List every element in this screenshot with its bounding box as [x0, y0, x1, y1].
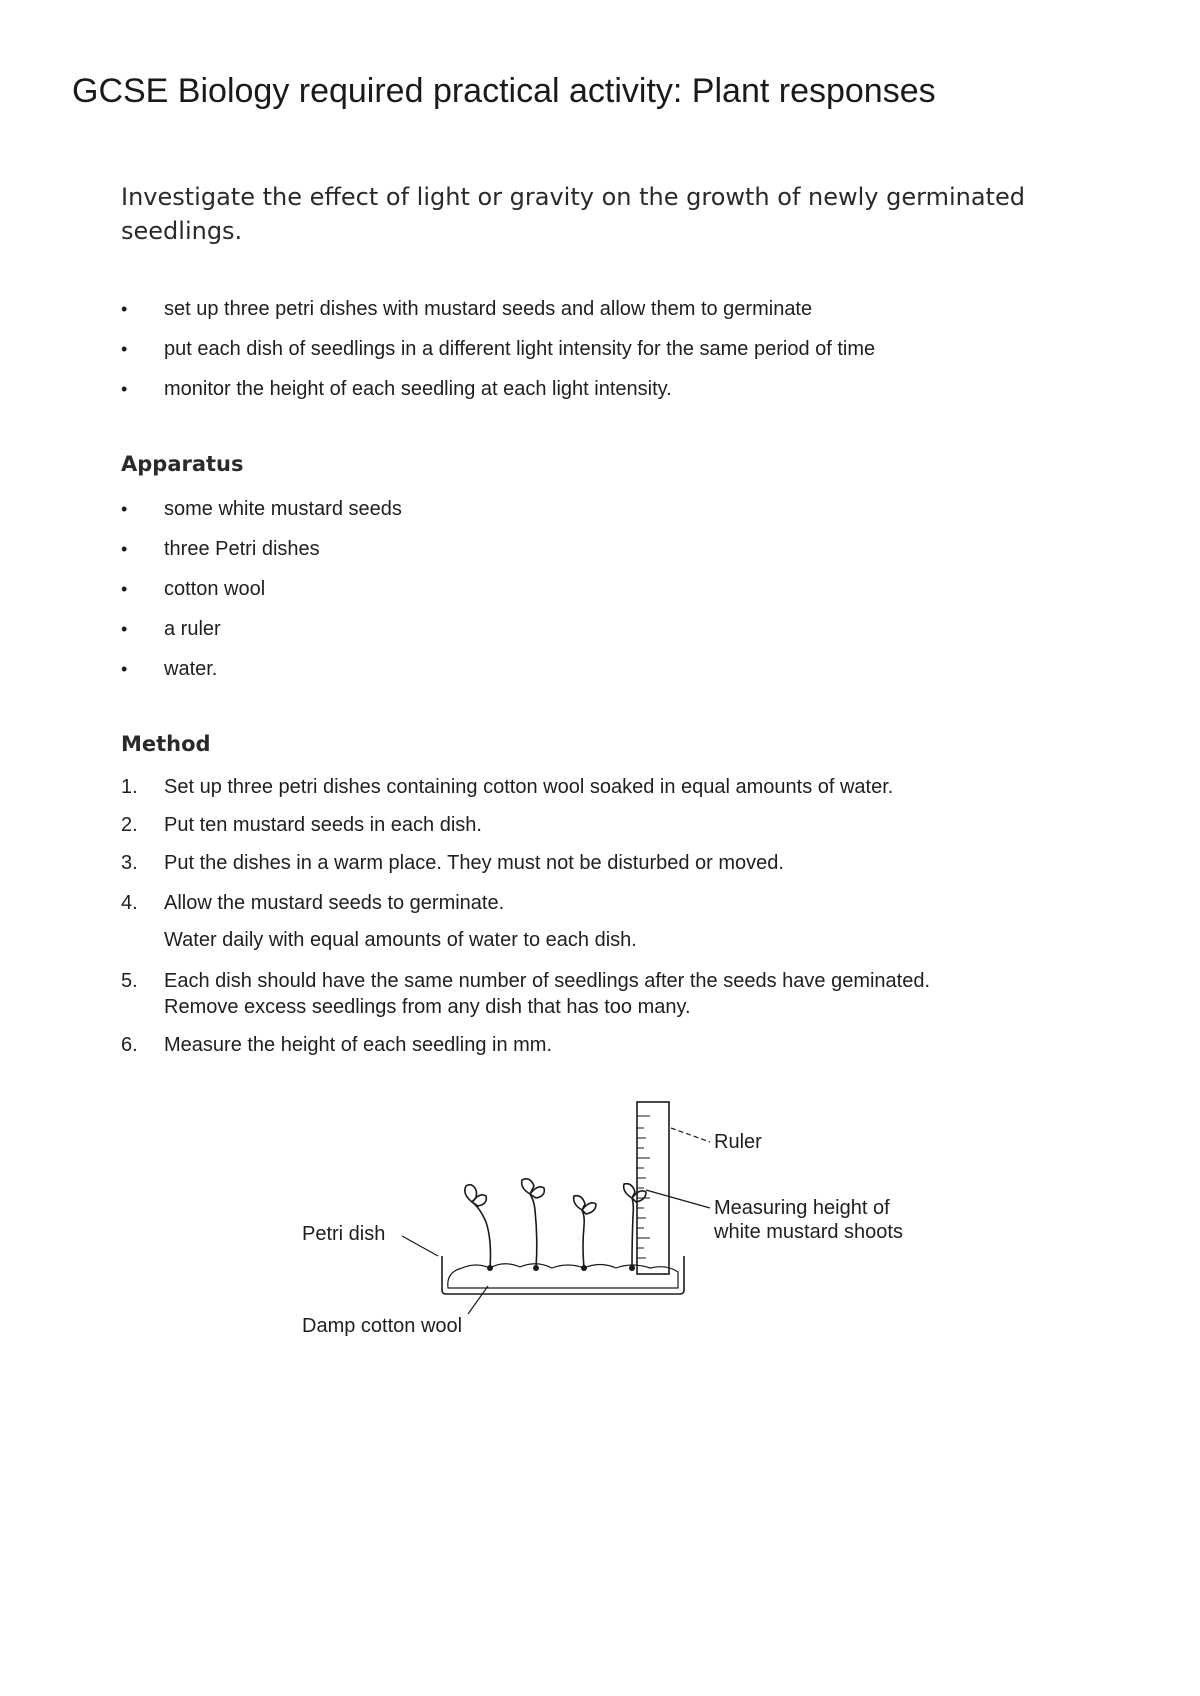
method-steps: [121, 774, 930, 1062]
seed-dot: [533, 1265, 539, 1271]
overview-list: [121, 296, 875, 416]
seedling-diagram: [290, 1090, 970, 1360]
step-text: Put the dishes in a warm place. They must not be disturbed or moved.: [164, 852, 784, 874]
step-number: 2.: [121, 814, 138, 836]
seedling-stem: [582, 1210, 584, 1268]
list-item: [121, 496, 402, 536]
list-item: [121, 336, 875, 376]
list-item-text: cotton wool: [164, 578, 266, 600]
method-step: [121, 968, 930, 1032]
list-item: [121, 536, 402, 576]
list-item: [121, 576, 402, 616]
cotton-wool-shape: [448, 1264, 678, 1288]
list-item-text: water.: [164, 658, 218, 680]
list-item-text: monitor the height of each seedling at each light intensity.: [164, 378, 672, 400]
bullet-icon: •: [121, 539, 128, 559]
step-number: 4.: [121, 892, 138, 914]
method-heading: Method: [121, 732, 211, 756]
cotton-wool-label: Damp cotton wool: [302, 1315, 463, 1337]
seedling-leaf: [472, 1195, 486, 1206]
step-text: Measure the height of each seedling in mm.: [164, 1034, 552, 1056]
seed-dot: [581, 1265, 587, 1271]
step-text: Water daily with equal amounts of water to each dish.: [164, 929, 637, 951]
list-item-text: set up three petri dishes with mustard seeds and allow them to germinate: [164, 298, 813, 320]
step-text: Allow the mustard seeds to germinate.: [164, 892, 505, 914]
aim-text: Investigate the effect of light or gravity on the growth of newly germinated seedlings.: [121, 183, 1025, 245]
list-item-text: three Petri dishes: [164, 538, 320, 560]
leader-line-petri: [402, 1236, 438, 1256]
ruler-label: Ruler: [714, 1131, 762, 1153]
list-item: [121, 376, 875, 416]
method-step: [121, 1032, 930, 1062]
list-item-text: a ruler: [164, 618, 221, 640]
step-number: 6.: [121, 1034, 138, 1056]
page-title: GCSE Biology required practical activity: Plant responses: [72, 72, 936, 110]
step-number: 3.: [121, 852, 138, 874]
leader-line-cotton: [468, 1286, 488, 1314]
list-item-text: put each dish of seedlings in a different light intensity for the same period of time: [164, 338, 876, 360]
method-step: [121, 812, 930, 850]
bullet-icon: •: [121, 499, 128, 519]
method-step: [121, 774, 930, 812]
list-item: [121, 656, 402, 696]
method-step: [121, 850, 930, 890]
step-text: Put ten mustard seeds in each dish.: [164, 814, 482, 836]
step-text: Remove excess seedlings from any dish that has too many.: [164, 996, 691, 1018]
bullet-icon: •: [121, 379, 128, 399]
step-text: Set up three petri dishes containing cotton wool soaked in equal amounts of water.: [164, 776, 894, 798]
step-text: Each dish should have the same number of seedlings after the seeds have geminated.: [164, 970, 931, 992]
seed-dot: [629, 1265, 635, 1271]
bullet-icon: •: [121, 619, 128, 639]
seedling-stem: [472, 1202, 491, 1268]
list-item: [121, 296, 875, 336]
bullet-icon: •: [121, 299, 128, 319]
apparatus-list: [121, 496, 402, 696]
bullet-icon: •: [121, 339, 128, 359]
step-number: 1.: [121, 776, 138, 798]
list-item: [121, 616, 402, 656]
seed-dot: [487, 1265, 493, 1271]
seedling-stem: [632, 1198, 633, 1268]
step-number: 5.: [121, 970, 138, 992]
method-step: [121, 890, 930, 968]
measuring-label-line-1: Measuring height of: [714, 1197, 890, 1219]
petri-dish-label: Petri dish: [302, 1223, 386, 1245]
leader-line-ruler: [671, 1128, 710, 1142]
apparatus-heading: Apparatus: [121, 452, 244, 476]
bullet-icon: •: [121, 659, 128, 679]
measuring-label-line-2: white mustard shoots: [714, 1221, 903, 1243]
bullet-icon: •: [121, 579, 128, 599]
seedling-stem: [530, 1194, 537, 1268]
leader-line-measuring: [646, 1190, 710, 1208]
list-item-text: some white mustard seeds: [164, 498, 402, 520]
